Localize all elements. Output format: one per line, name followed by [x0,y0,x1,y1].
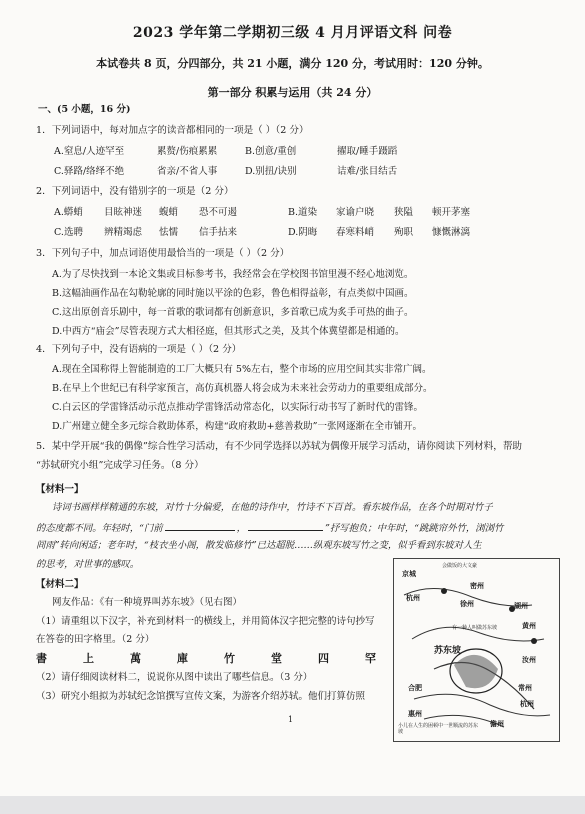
map-city: 杭州 [520,699,534,708]
q2-word: 蝮蛸 [159,207,179,218]
question-5: 5．某中学开展“我的偶像”综合性学习活动，有不少同学选择以苏轼为偶像开展学习活动，请你阅读下列材料，帮助 [36,441,523,452]
character: 罕 [365,652,376,665]
subquestion-3: （3）研究小组拟为苏轼纪念馆撰写宣传文案，为游客介绍苏轼。他们打算仿照 [36,691,366,702]
map-city: 合肥 [408,683,422,692]
material-1-line: 间雨”转向闲适；老年时，“枝衣坐小阁，散发临修竹”已达超脱……纵观东坡写竹之变，似乎看到东坡对人生 [36,540,482,551]
material-1-line: 的思考，对世事的感叹。 [36,559,140,570]
q2-word: C.选聘 [54,227,83,238]
q2-word: 春寒料峭 [336,227,375,238]
material-1-text: ”抒写抱负；中年时，“跳跳帘外竹，浏浏竹 [325,523,504,534]
map-city: 儋州 [490,719,504,728]
subquestion-1: （1）请重组以下汉字，补充到材料一的横线上，并用简体汉字把完整的诗句抄写 [36,616,375,627]
q2-word: 怯懦 [159,227,179,238]
character: 上 [83,652,94,665]
blank-line-1 [165,521,235,531]
section-heading: 一、(5 小题，16 分) [38,104,131,115]
q2-word: 信手拈来 [199,227,238,238]
map-caption: 小儿在人生的困顿中一世顺流的苏东坡 [398,723,479,735]
map-city: 黄州 [522,621,536,630]
material-2-text: 网友作品：《有一种境界叫苏东坡》（见右图） [52,597,243,608]
q2-options-row1 [54,207,470,219]
q4-option-c: C.白云区的学雷锋活动示范点推动学雷锋活动常态化，以实际行动书写了新时代的雷锋。 [52,402,423,413]
material-1-text: 的态度都不同。年轻时，“门前 [36,523,163,534]
character: 四 [318,652,329,665]
map-city: 京城 [402,569,416,578]
map-title: 苏东坡 [434,646,462,656]
q2-word: 家谕户晓 [336,207,375,218]
character: 庫 [177,652,188,665]
bottom-margin [0,796,585,814]
character: 堂 [271,652,282,665]
q1-option-c: C.驿路/络绎不绝 [54,166,125,177]
q1-option-d2: 诘难/张目结舌 [337,166,398,177]
q1-option-a2: 累赘/伤痕累累 [157,146,218,157]
map-city: 密州 [470,581,484,590]
q2-word: 狭隘 [394,207,414,218]
map-city: 湖州 [514,601,528,610]
q2-word: 顿开茅塞 [432,207,471,218]
question-2: 2．下列词语中，没有错别字的一项是（2 分） [36,186,234,197]
q2-word: 恐不可遏 [199,207,238,218]
question-4: 4．下列句子中，没有语病的一项是（ ）（2 分） [36,344,242,355]
q1-options-row1 [54,146,397,158]
character: 竹 [224,652,235,665]
character: 書 [36,652,47,665]
question-3: 3．下列句子中，加点词语使用最恰当的一项是（ ）（2 分） [36,248,290,259]
q4-option-a: A.现在全国称得上智能制造的工厂大概只有 5%左右，整个市场的应用空间其实非常广阔。 [52,364,432,375]
part-heading: 第一部分 积累与运用（共 24 分） [207,86,378,99]
q2-options-row2 [54,227,470,239]
map-city: 常州 [518,683,532,692]
material-2-label: 【材料二】 [36,579,84,590]
map-tag: 会做饭的大文豪 [442,563,478,569]
map-city: 惠州 [408,709,422,718]
q2-word: 辨精竭虑 [104,227,143,238]
q2-word: 殉职 [394,227,414,238]
map-city: 徐州 [460,599,474,608]
map-city: 杭州 [406,593,420,602]
material-1-text: ， [236,523,247,534]
q4-option-b: B.在早上个世纪已有科学家预言，高仿真机器人将会成为未来社会劳动力的重要组成部分。 [52,383,433,394]
q3-option-b: B.这幅油画作品在勾勒轮廓的同时施以平涂的色彩，鲁色相得益彰，有点类似中国画。 [52,288,414,299]
page-number: 1 [288,715,294,724]
map-center-text: 有一种人叫做苏东坡 [452,625,498,631]
q3-option-c: C.这出原创音乐剧中，每一首歌的歌词都有创新意识，多首歌已成为炙手可热的曲子。 [52,307,414,318]
question-5-cont: “苏轼研究小组”完成学习任务。（8 分） [36,460,204,471]
subquestion-2: （2）请仔细阅读材料二，说说你从图中读出了哪些信息。（3 分） [36,672,313,683]
q3-option-a: A.为了尽快找到一本论文集或目标参考书，我经常会在学校图书馆里漫不经心地浏览。 [52,269,414,280]
blank-line-2 [248,521,323,531]
q2-word: A.蟒蛸 [54,207,83,218]
material-1-line: 诗词书画样样精通的东坡，对竹十分偏爱，在他的诗作中，竹诗不下百首。看东坡作品，在各个时期对竹子 [52,502,493,513]
subquestion-1-cont: 在答卷的田字格里。（2 分） [36,634,155,645]
exam-info: 本试卷共 8 页，分四部分，共 21 小题，满分 120 分，考试用时：120 分钟。 [96,57,489,70]
q1-options-row2 [54,166,397,178]
q2-word: B.道染 [288,207,318,218]
q1-option-a: A.窒息/人迹罕至 [54,146,125,157]
q2-word: 目眩神迷 [104,207,143,218]
character: 萬 [130,652,141,665]
q2-word: D.阴晦 [288,227,318,238]
material-1-line [36,521,503,535]
q2-word: 慷慨淋漓 [432,227,471,238]
scrambled-characters [36,650,376,666]
q1-option-b2: 擢取/睡手蹑蹈 [337,146,398,157]
page-title: 2023 学年第二学期初三级 4 月月评语文科 问卷 [132,25,453,41]
q3-option-d: D.中西方“庙会”尽管表现方式大相径庭，但其形式之美，及其个体冀望都是相通的。 [52,326,405,337]
q4-option-d: D.广州建立健全多元综合救助体系，构建“政府救助+慈善救助”一张网逐渐在全市铺开。 [52,421,422,432]
q1-option-c2: 省亲/不省人事 [157,166,218,177]
question-1: 1．下列词语中，每对加点字的读音都相同的一项是（ ）（2 分） [36,125,309,136]
q1-option-d: D.别扭/诀别 [245,166,297,177]
material-1-label: 【材料一】 [36,484,84,495]
map-city: 汝州 [522,655,536,664]
q1-option-b: B.创意/重创 [245,146,297,157]
sushi-journey-map [393,558,560,742]
